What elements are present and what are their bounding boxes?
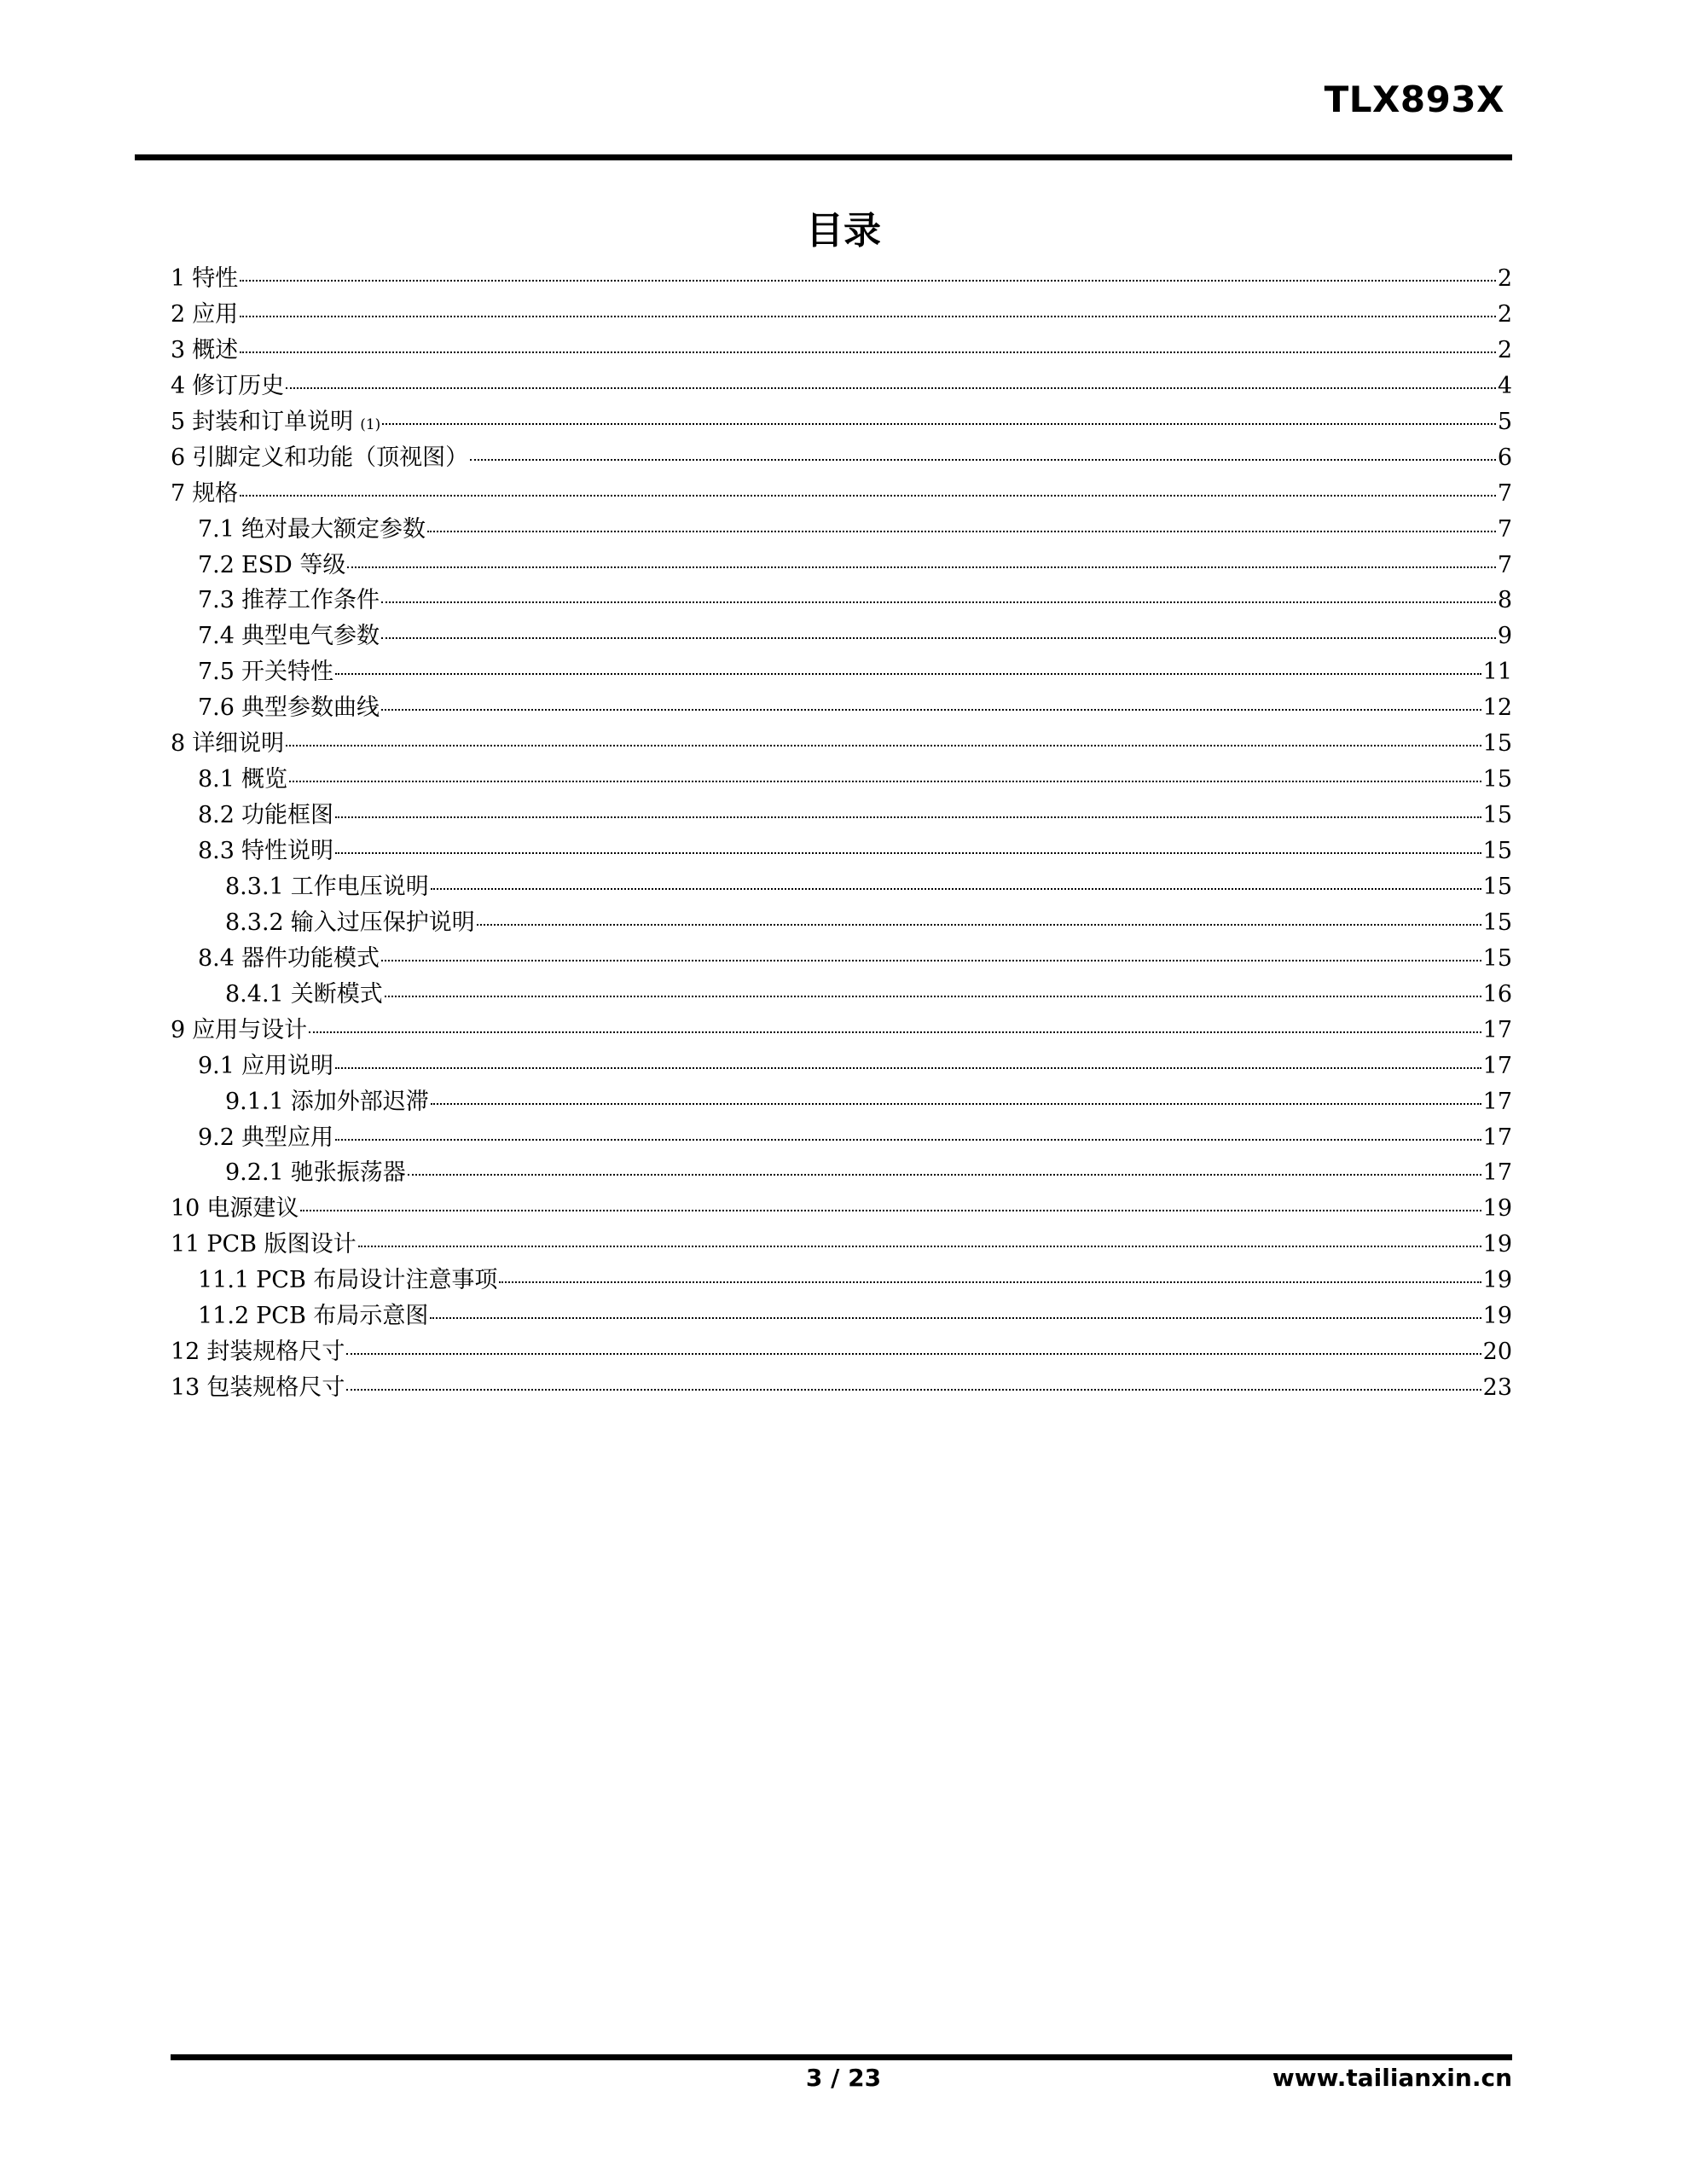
toc-entry-number: 1 bbox=[171, 265, 186, 292]
toc-entry-title: 引脚定义和功能（顶视图） bbox=[192, 444, 469, 471]
toc-dot-leader bbox=[381, 709, 1481, 711]
toc-entry-number: 13 bbox=[171, 1374, 200, 1402]
toc-entry-page: 19 bbox=[1482, 1195, 1512, 1223]
toc-entry-page: 9 bbox=[1497, 623, 1512, 650]
toc-entry-title: 特性 bbox=[192, 265, 239, 292]
toc-entry-title: 电源建议 bbox=[206, 1195, 299, 1223]
toc-entry-page: 17 bbox=[1482, 1016, 1512, 1043]
toc-entry-number: 2 bbox=[171, 300, 186, 328]
toc-entry-title: PCB 版图设计 bbox=[206, 1231, 357, 1258]
toc-entry-title: 修订历史 bbox=[192, 372, 285, 399]
toc-dot-leader bbox=[335, 673, 1481, 675]
toc-entry-page: 19 bbox=[1482, 1231, 1512, 1258]
toc-entry[interactable] bbox=[171, 1298, 1512, 1334]
toc-entry-page: 15 bbox=[1482, 873, 1512, 900]
toc-dot-leader bbox=[499, 1281, 1481, 1283]
table-of-contents bbox=[171, 261, 1512, 1406]
toc-entry-number: 7.5 bbox=[198, 659, 235, 686]
toc-dot-leader bbox=[346, 1389, 1481, 1391]
toc-dot-leader bbox=[431, 1103, 1481, 1105]
toc-entry-title: 特性说明 bbox=[241, 838, 333, 864]
page-number: 3 / 23 bbox=[805, 2064, 882, 2092]
toc-entry-number: 12 bbox=[171, 1339, 200, 1366]
toc-entry-title: 添加外部迟滞 bbox=[290, 1088, 429, 1115]
toc-entry-number: 5 bbox=[171, 408, 186, 435]
toc-entry-page: 23 bbox=[1482, 1374, 1512, 1402]
toc-heading: 目录 bbox=[806, 209, 881, 253]
toc-dot-leader bbox=[286, 387, 1496, 389]
toc-entry-title: 输入过压保护说明 bbox=[290, 909, 475, 936]
toc-entry-title: 应用 bbox=[192, 300, 239, 328]
toc-entry[interactable] bbox=[171, 1155, 1512, 1191]
toc-dot-leader bbox=[240, 495, 1496, 497]
toc-dot-leader bbox=[427, 531, 1496, 532]
toc-entry[interactable] bbox=[171, 869, 1512, 905]
toc-entry-page: 20 bbox=[1482, 1339, 1512, 1366]
toc-entry-page: 2 bbox=[1497, 336, 1512, 363]
toc-entry-number: 9 bbox=[171, 1016, 186, 1043]
toc-entry-number: 7.3 bbox=[198, 587, 235, 614]
toc-entry-page: 15 bbox=[1482, 766, 1512, 793]
toc-entry-number: 8.1 bbox=[198, 766, 235, 793]
toc-entry-page: 7 bbox=[1497, 551, 1512, 578]
toc-entry-number: 8.4 bbox=[198, 944, 235, 972]
toc-entry[interactable] bbox=[171, 1084, 1512, 1120]
toc-entry[interactable] bbox=[171, 476, 1512, 512]
document-title: TLX893X bbox=[1324, 78, 1504, 120]
toc-entry-title: 概述 bbox=[192, 336, 239, 363]
toc-entry-page: 5 bbox=[1497, 408, 1512, 435]
toc-entry-number: 7.6 bbox=[198, 694, 235, 722]
toc-entry-page: 15 bbox=[1482, 944, 1512, 972]
toc-entry-page: 17 bbox=[1482, 1159, 1512, 1187]
toc-entry-number: 3 bbox=[171, 336, 186, 363]
toc-entry-number: 9.2.1 bbox=[225, 1159, 284, 1187]
toc-entry-number: 7.4 bbox=[198, 623, 235, 650]
toc-dot-leader bbox=[381, 601, 1496, 603]
toc-entry-page: 17 bbox=[1482, 1124, 1512, 1151]
toc-entry-title: 应用与设计 bbox=[192, 1016, 308, 1043]
toc-entry-title: 封装和订单说明 bbox=[192, 408, 354, 435]
toc-entry-title: 典型应用 bbox=[241, 1124, 333, 1151]
toc-entry[interactable] bbox=[171, 333, 1512, 369]
toc-entry-number: 4 bbox=[171, 372, 186, 399]
toc-dot-leader bbox=[358, 1246, 1481, 1247]
toc-entry-title: 包装规格尺寸 bbox=[206, 1374, 345, 1402]
toc-entry-title: 典型电气参数 bbox=[241, 623, 380, 650]
toc-entry-number: 11.1 bbox=[198, 1267, 250, 1294]
toc-entry[interactable] bbox=[171, 1191, 1512, 1227]
toc-dot-leader bbox=[408, 1174, 1481, 1176]
toc-entry-number: 9.1 bbox=[198, 1052, 235, 1079]
toc-dot-leader bbox=[430, 1317, 1481, 1319]
toc-entry-title: 工作电压说明 bbox=[290, 873, 429, 900]
toc-dot-leader bbox=[289, 781, 1481, 782]
toc-entry[interactable] bbox=[171, 762, 1512, 798]
toc-entry[interactable] bbox=[171, 905, 1512, 941]
toc-entry-title: 开关特性 bbox=[241, 659, 333, 686]
toc-entry-number: 8.4.1 bbox=[225, 980, 284, 1008]
toc-entry-page: 2 bbox=[1497, 300, 1512, 328]
toc-dot-leader bbox=[470, 459, 1496, 461]
toc-dot-leader bbox=[335, 1139, 1481, 1141]
toc-entry-page: 2 bbox=[1497, 265, 1512, 292]
toc-dot-leader bbox=[335, 1067, 1481, 1069]
toc-entry-number: 8 bbox=[171, 730, 186, 758]
toc-dot-leader bbox=[346, 1353, 1481, 1355]
toc-entry[interactable] bbox=[171, 1013, 1512, 1048]
toc-entry-page: 15 bbox=[1482, 802, 1512, 829]
toc-dot-leader bbox=[300, 1210, 1481, 1211]
footer-divider bbox=[171, 2054, 1512, 2060]
toc-entry-title: 关断模式 bbox=[290, 980, 383, 1008]
toc-entry-title: 器件功能模式 bbox=[241, 944, 380, 972]
toc-entry-page: 7 bbox=[1497, 515, 1512, 543]
toc-entry[interactable] bbox=[171, 619, 1512, 654]
toc-dot-leader bbox=[309, 1031, 1481, 1033]
toc-entry-page: 19 bbox=[1482, 1267, 1512, 1294]
toc-entry[interactable] bbox=[171, 1048, 1512, 1084]
toc-entry[interactable] bbox=[171, 834, 1512, 869]
toc-entry-title: 推荐工作条件 bbox=[241, 587, 380, 614]
toc-entry[interactable] bbox=[171, 1334, 1512, 1370]
toc-entry-title: 概览 bbox=[241, 766, 287, 793]
header-divider bbox=[135, 154, 1512, 160]
toc-entry-page: 16 bbox=[1482, 980, 1512, 1008]
toc-entry[interactable] bbox=[171, 440, 1512, 476]
toc-entry[interactable] bbox=[171, 1120, 1512, 1156]
toc-dot-leader bbox=[335, 852, 1481, 854]
toc-entry-page: 4 bbox=[1497, 372, 1512, 399]
toc-entry-title: ESD 等级 bbox=[241, 551, 346, 578]
toc-entry-page: 15 bbox=[1482, 838, 1512, 864]
toc-entry-page: 17 bbox=[1482, 1088, 1512, 1115]
toc-dot-leader bbox=[381, 960, 1481, 961]
toc-entry-page: 19 bbox=[1482, 1303, 1512, 1330]
toc-entry[interactable] bbox=[171, 548, 1512, 584]
toc-entry-number: 7 bbox=[171, 479, 186, 507]
toc-dot-leader bbox=[382, 423, 1496, 425]
toc-entry-title: 封装规格尺寸 bbox=[206, 1339, 345, 1366]
toc-entry[interactable] bbox=[171, 1227, 1512, 1263]
toc-entry-title: 绝对最大额定参数 bbox=[241, 515, 426, 543]
toc-entry[interactable] bbox=[171, 690, 1512, 726]
toc-entry-title: 驰张振荡器 bbox=[290, 1159, 406, 1187]
toc-entry[interactable] bbox=[171, 654, 1512, 690]
toc-entry[interactable] bbox=[171, 1370, 1512, 1406]
toc-entry[interactable] bbox=[171, 726, 1512, 762]
toc-entry-number: 7.1 bbox=[198, 515, 235, 543]
toc-dot-leader bbox=[240, 280, 1496, 282]
toc-entry-title: PCB 布局示意图 bbox=[256, 1303, 429, 1330]
toc-entry-title: 规格 bbox=[192, 479, 239, 507]
toc-entry-page: 11 bbox=[1482, 659, 1512, 686]
toc-entry-number: 8.3.1 bbox=[225, 873, 284, 900]
toc-dot-leader bbox=[240, 351, 1496, 353]
toc-entry-page: 15 bbox=[1482, 909, 1512, 936]
toc-dot-leader bbox=[385, 996, 1481, 997]
toc-entry[interactable] bbox=[171, 512, 1512, 548]
toc-entry-title: 应用说明 bbox=[241, 1052, 333, 1079]
toc-entry-number: 8.2 bbox=[198, 802, 235, 829]
toc-entry-page: 7 bbox=[1497, 479, 1512, 507]
toc-dot-leader bbox=[335, 816, 1481, 818]
toc-dot-leader bbox=[381, 637, 1496, 639]
toc-dot-leader bbox=[240, 316, 1496, 317]
toc-entry-page: 17 bbox=[1482, 1052, 1512, 1079]
website-url: www.tailianxin.cn bbox=[1272, 2064, 1512, 2092]
toc-entry-page: 12 bbox=[1482, 694, 1512, 722]
toc-entry-title: 功能框图 bbox=[241, 802, 333, 829]
toc-entry[interactable]: 5 封装和订单说明 (1) 5 bbox=[171, 404, 1512, 440]
toc-entry-number: 9.2 bbox=[198, 1124, 235, 1151]
toc-dot-leader bbox=[477, 924, 1481, 926]
toc-entry-number: 11.2 bbox=[198, 1303, 250, 1330]
toc-entry[interactable] bbox=[171, 941, 1512, 977]
toc-entry[interactable] bbox=[171, 261, 1512, 297]
toc-entry-number: 9.1.1 bbox=[225, 1088, 284, 1115]
toc-entry-title: 典型参数曲线 bbox=[241, 694, 380, 722]
toc-entry-page: 8 bbox=[1497, 587, 1512, 614]
toc-entry-page: 6 bbox=[1497, 444, 1512, 471]
toc-entry-number: 6 bbox=[171, 444, 186, 471]
toc-entry-number: 10 bbox=[171, 1195, 200, 1223]
toc-entry-title: PCB 布局设计注意事项 bbox=[256, 1267, 498, 1294]
toc-dot-leader bbox=[347, 566, 1495, 568]
toc-entry-number: 7.2 bbox=[198, 551, 235, 578]
toc-entry-number: 11 bbox=[171, 1231, 200, 1258]
toc-dot-leader bbox=[431, 888, 1481, 890]
toc-entry[interactable] bbox=[171, 1263, 1512, 1298]
toc-entry[interactable] bbox=[171, 977, 1512, 1013]
toc-entry-title: 详细说明 bbox=[192, 730, 285, 758]
toc-entry[interactable] bbox=[171, 798, 1512, 834]
toc-entry-number: 8.3 bbox=[198, 838, 235, 864]
toc-entry[interactable] bbox=[171, 297, 1512, 333]
toc-entry-page: 15 bbox=[1482, 730, 1512, 758]
toc-dot-leader bbox=[286, 745, 1481, 746]
toc-entry[interactable] bbox=[171, 369, 1512, 404]
toc-entry[interactable] bbox=[171, 583, 1512, 619]
toc-entry-number: 8.3.2 bbox=[225, 909, 284, 936]
